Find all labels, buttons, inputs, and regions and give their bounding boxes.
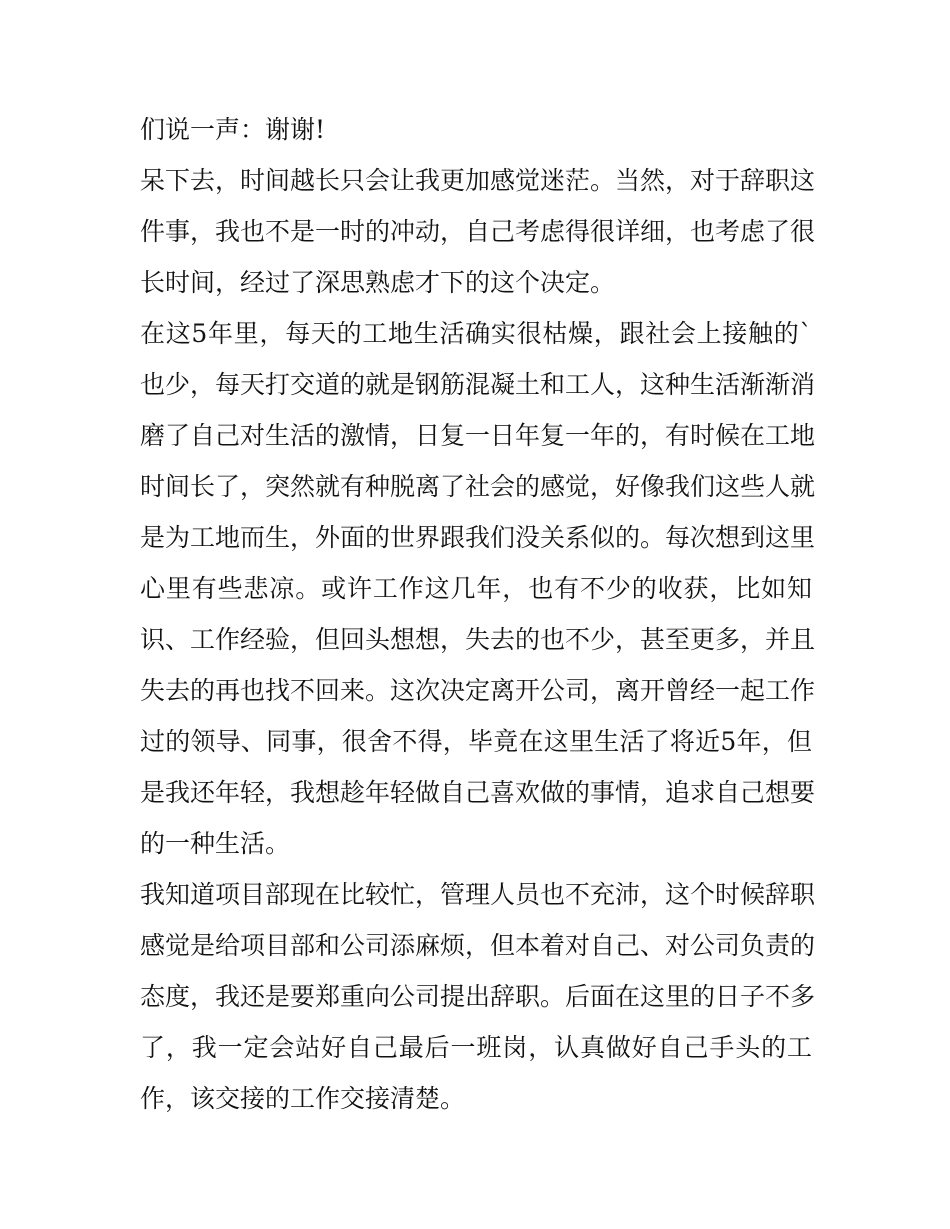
text-line: 的一种生活。 [140, 829, 291, 858]
text-line: 磨了自己对生活的激情，日复一日年复一年的，有时候在工地 [140, 421, 816, 450]
text-line: 长时间，经过了深思熟虑才下的这个决定。 [140, 268, 616, 297]
text-line: 作，该交接的工作交接清楚。 [140, 1084, 466, 1113]
text-line: 件事，我也不是一时的冲动，自己考虑得很详细，也考虑了很 [140, 217, 816, 246]
text-line: 是为工地而生，外面的世界跟我们没关系似的。每次想到这里 [140, 523, 816, 552]
text-line: 是我还年轻，我想趁年轻做自己喜欢做的事情，追求自己想要 [140, 778, 816, 807]
text-line: 态度，我还是要郑重向公司提出辞职。后面在这里的日子不多 [140, 982, 816, 1011]
document-body [140, 110, 816, 1130]
text-line: 在这5年里，每天的工地生活确实很枯燥，跟社会上接触的` [140, 319, 812, 348]
text-line: 过的领导、同事，很舍不得，毕竟在这里生活了将近5年，但 [140, 727, 812, 756]
text-line: 心里有些悲凉。或许工作这几年，也有不少的收获，比如知 [140, 574, 812, 603]
text-line: 时间长了，突然就有种脱离了社会的感觉，好像我们这些人就 [140, 472, 816, 501]
text-line: 了，我一定会站好自己最后一班岗，认真做好自己手头的工 [140, 1033, 812, 1062]
text-line: 们说一声：谢谢! [140, 115, 326, 144]
text-line: 呆下去，时间越长只会让我更加感觉迷茫。当然，对于辞职这 [140, 166, 816, 195]
text-line: 也少，每天打交道的就是钢筋混凝土和工人，这种生活渐渐消 [140, 370, 816, 399]
text-line: 识、工作经验，但回头想想，失去的也不少，甚至更多，并且 [140, 625, 816, 654]
text-line: 感觉是给项目部和公司添麻烦，但本着对自己、对公司负责的 [140, 931, 816, 960]
text-line: 失去的再也找不回来。这次决定离开公司，离开曾经一起工作 [140, 676, 816, 705]
text-line: 我知道项目部现在比较忙，管理人员也不充沛，这个时候辞职 [140, 880, 816, 909]
